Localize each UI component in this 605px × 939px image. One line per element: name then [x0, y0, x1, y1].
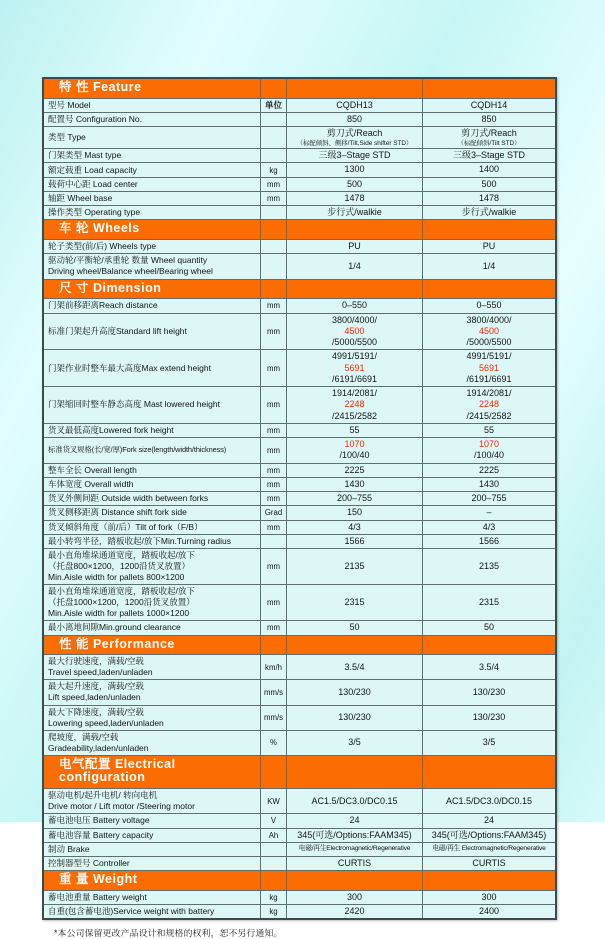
spec-row — [44, 349, 555, 386]
value-cell-model-2: 2225 — [422, 464, 555, 477]
row-label-line: Driving wheel/Balance wheel/Bearing wheel — [48, 266, 213, 277]
row-label-line: 配置号 Configuration No. — [48, 114, 143, 125]
row-label — [44, 478, 260, 491]
value-line: 剪刀式/Reach — [461, 128, 517, 139]
row-label-line: 门架作业时整车最大高度Max extend height — [48, 362, 211, 373]
section-header-dimension — [44, 279, 555, 299]
row-label-line: 驱动电机/起升电机/ 转向电机 — [48, 790, 158, 801]
highlighted-value: 4500 — [344, 325, 365, 336]
spec-row — [44, 423, 555, 437]
row-label-line: 驱动轮/平衡轮/承重轮 数量 Wheel quantity — [48, 255, 208, 266]
value-cell-model-2: CQDH14 — [422, 99, 555, 112]
row-label — [44, 113, 260, 126]
row-label-line: 货叉外侧间距 Outside width between forks — [48, 493, 209, 504]
value-text: 4991/5191/ — [466, 351, 512, 362]
value-cell-model-1: 24 — [286, 814, 422, 827]
value-cell-model-1: 2135 — [286, 549, 422, 584]
row-label — [44, 857, 260, 870]
value-cell-model-2 — [422, 350, 555, 386]
value-cell-model-2: 3.5/4 — [422, 655, 555, 679]
row-label-line: 载荷中心距 Load center — [48, 178, 138, 189]
spec-row — [44, 842, 555, 856]
unit-cell: mm — [260, 350, 286, 386]
value-cell-model-2: PU — [422, 240, 555, 253]
row-label-line: （托盘800×1200，1200沿货叉放置） — [48, 561, 190, 572]
row-label-line: Min.Aisle width for pallets 1000×1200 — [48, 608, 190, 619]
value-cell-model-1: 2420 — [286, 905, 422, 918]
section-spacer — [286, 756, 422, 789]
value-text: /100/40 — [473, 450, 505, 461]
value-cell-model-2: 1/4 — [422, 254, 555, 278]
unit-cell: mm — [260, 585, 286, 620]
section-spacer — [422, 220, 555, 239]
value-text: 4991/5191/ — [331, 351, 378, 362]
row-label — [44, 585, 260, 620]
spec-row — [44, 730, 555, 755]
row-label — [44, 506, 260, 519]
value-cell-model-1: 步行式/walkie — [286, 206, 422, 219]
spec-row — [44, 437, 555, 463]
section-spacer — [260, 636, 286, 655]
value-cell-model-1: 850 — [286, 113, 422, 126]
highlighted-value: 5691 — [478, 362, 500, 373]
unit-cell: kg — [260, 891, 286, 904]
value-cell-model-2: 1430 — [422, 478, 555, 491]
value-cell-model-1: PU — [286, 240, 422, 253]
value-cell-model-2 — [422, 387, 555, 423]
row-label-line: 蓄电池容量 Battery capacity — [48, 829, 154, 840]
section-spacer — [286, 220, 422, 239]
value-text: 3800/4000/ — [466, 314, 512, 325]
row-label-line: Drive motor / Lift motor /Steering motor — [48, 801, 195, 812]
row-label-line: 最小直角堆垛通道宽度，踏板收起/放下 — [48, 550, 195, 561]
row-label-line: 货叉侧移距离 Distance shift fork side — [48, 507, 187, 518]
spec-row — [44, 298, 555, 312]
spec-row — [44, 191, 555, 205]
unit-cell: 单位 — [260, 99, 286, 112]
spec-row — [44, 828, 555, 842]
unit-cell — [260, 535, 286, 548]
section-spacer — [286, 280, 422, 299]
spec-row — [44, 548, 555, 584]
section-title: 重 量 Weight — [59, 872, 138, 887]
spec-row — [44, 98, 555, 112]
row-label — [44, 99, 260, 112]
value-line: 剪刀式/Reach — [326, 128, 383, 139]
row-label-line: 标准货叉规格(长/宽/厚)Fork size(length/width/thickness) — [48, 445, 227, 455]
value-cell-model-1: 4/3 — [286, 521, 422, 534]
value-cell-model-2: 1566 — [422, 535, 555, 548]
value-text: /2415/2582 — [331, 410, 378, 421]
section-title: 电气配置 Electrical configuration — [59, 756, 176, 785]
unit-cell: KW — [260, 789, 286, 813]
section-title: 特 性 Feature — [59, 80, 142, 94]
section-spacer — [286, 871, 422, 890]
value-cell-model-2: CURTIS — [422, 857, 555, 870]
value-text: /5000/5500 — [331, 337, 378, 348]
value-text: /5000/5500 — [466, 337, 512, 348]
spec-row — [44, 477, 555, 491]
spec-row — [44, 904, 555, 918]
row-label-line: 最小直角堆垛通道宽度，踏板收起/放下 — [48, 586, 195, 597]
value-cell-model-2: 1478 — [422, 192, 555, 205]
spec-row — [44, 386, 555, 423]
row-label-line: 额定载重 Load capacity — [48, 164, 137, 175]
section-spacer — [260, 756, 286, 789]
row-label — [44, 240, 260, 253]
unit-cell — [260, 254, 286, 278]
spec-row — [44, 679, 555, 704]
unit-cell: mm/s — [260, 706, 286, 730]
row-label — [44, 192, 260, 205]
row-label-line: 控制器型号 Controller — [48, 857, 130, 868]
section-spacer — [260, 79, 286, 98]
spec-row — [44, 112, 555, 126]
row-label-line: 最小离地间隙Min.ground clearance — [48, 622, 181, 633]
row-label-line: （托盘1000×1200，1200沿货叉放置） — [48, 597, 195, 608]
value-cell-model-2: 三级3–Stage STD — [422, 149, 555, 162]
unit-cell: mm — [260, 438, 286, 463]
value-line: （标配倾斜/Tilt STD） — [457, 139, 521, 147]
row-label-line: 操作类型 Operating type — [48, 207, 141, 218]
row-label-line: Lowering speed,laden/unladen — [48, 717, 164, 728]
unit-cell: km/h — [260, 655, 286, 679]
highlighted-value: 2248 — [478, 399, 500, 410]
unit-cell — [260, 127, 286, 148]
footnote: *本公司保留更改产品设计和规格的权利，恕不另行通知。 — [54, 928, 283, 939]
spec-row — [44, 584, 555, 620]
content-area — [42, 77, 557, 939]
value-cell-model-1: 345(可选/Options:FAAM345) — [286, 829, 422, 842]
value-cell-model-1: 55 — [286, 424, 422, 437]
value-cell-model-1: 2315 — [286, 585, 422, 620]
row-label-line: 型号 Model — [48, 99, 91, 110]
spec-row — [44, 654, 555, 679]
spec-row — [44, 177, 555, 191]
row-label — [44, 905, 260, 918]
unit-cell: mm — [260, 424, 286, 437]
value-cell-model-2: 1400 — [422, 163, 555, 176]
value-cell-model-1: AC1.5/DC3.0/DC0.15 — [286, 789, 422, 813]
value-text: /2415/2582 — [466, 410, 512, 421]
unit-cell — [260, 149, 286, 162]
row-label — [44, 464, 260, 477]
row-label-line: 车体宽度 Overall width — [48, 478, 134, 489]
section-spacer — [422, 79, 555, 98]
row-label — [44, 814, 260, 827]
value-cell-model-2: 850 — [422, 113, 555, 126]
row-label — [44, 680, 260, 704]
section-title: 尺 寸 Dimension — [59, 280, 162, 295]
value-cell-model-1: 2225 — [286, 464, 422, 477]
spec-row — [44, 788, 555, 813]
section-spacer — [286, 636, 422, 655]
row-label — [44, 706, 260, 730]
row-label-line: 轮子类型(前/后) Wheels type — [48, 241, 157, 252]
section-header-performance — [44, 635, 555, 655]
unit-cell — [260, 843, 286, 856]
section-spacer — [260, 220, 286, 239]
row-label-line: 制动 Brake — [48, 843, 90, 854]
row-label-line: 自重(包含蓄电池)Service weight with battery — [48, 906, 215, 917]
unit-cell: mm — [260, 478, 286, 491]
value-cell-model-1: 1566 — [286, 535, 422, 548]
value-cell-model-2: 2315 — [422, 585, 555, 620]
row-label-line: 门架类型 Mast type — [48, 150, 122, 161]
value-cell-model-1: 1300 — [286, 163, 422, 176]
highlighted-value: 4500 — [478, 325, 500, 336]
row-label-line: 蓄电池重量 Battery weight — [48, 891, 147, 902]
row-label — [44, 254, 260, 278]
row-label — [44, 178, 260, 191]
value-cell-model-2: 500 — [422, 178, 555, 191]
value-cell-model-2: 345(可选/Options:FAAM345) — [422, 829, 555, 842]
value-cell-model-2: 130/230 — [422, 706, 555, 730]
value-cell-model-2: 0–550 — [422, 299, 555, 312]
value-text: /6191/6691 — [466, 373, 512, 384]
value-cell-model-2: AC1.5/DC3.0/DC0.15 — [422, 789, 555, 813]
value-cell-model-1 — [286, 438, 422, 463]
value-cell-model-1: 1478 — [286, 192, 422, 205]
spec-row — [44, 148, 555, 162]
value-cell-model-2: 24 — [422, 814, 555, 827]
unit-cell: V — [260, 814, 286, 827]
row-label-line: 类型 Type — [48, 132, 86, 143]
unit-cell: kg — [260, 905, 286, 918]
row-label — [44, 387, 260, 423]
unit-cell: mm — [260, 314, 286, 350]
row-label-line: 爬坡度，满载/空载 — [48, 731, 119, 742]
section-header-feature — [44, 79, 555, 98]
value-text: 1914/2081/ — [331, 388, 378, 399]
value-cell-model-1: 3.5/4 — [286, 655, 422, 679]
unit-cell: mm — [260, 521, 286, 534]
unit-cell: mm — [260, 178, 286, 191]
unit-cell: kg — [260, 163, 286, 176]
value-cell-model-2: 2135 — [422, 549, 555, 584]
value-cell-model-2: 4/3 — [422, 521, 555, 534]
spec-row — [44, 313, 555, 350]
spec-table — [42, 77, 557, 920]
spec-row — [44, 813, 555, 827]
value-cell-model-2: 3/5 — [422, 731, 555, 755]
value-cell-model-1: 200–755 — [286, 492, 422, 505]
value-cell-model-1: 130/230 — [286, 706, 422, 730]
section-spacer — [422, 636, 555, 655]
row-label — [44, 731, 260, 755]
spec-row — [44, 856, 555, 870]
section-spacer — [422, 871, 555, 890]
row-label-line: 货叉最低高度Lowered fork height — [48, 424, 174, 435]
spec-row — [44, 505, 555, 519]
row-label-line: 门架缩回时整车静态高度 Mast lowered height — [48, 399, 220, 410]
highlighted-value: 1070 — [344, 439, 365, 450]
row-label — [44, 438, 260, 463]
section-spacer — [422, 756, 555, 789]
unit-cell: mm — [260, 387, 286, 423]
section-header-wheels — [44, 219, 555, 239]
value-cell-model-1: 50 — [286, 621, 422, 634]
value-cell-model-1: 130/230 — [286, 680, 422, 704]
row-label — [44, 521, 260, 534]
spec-row — [44, 126, 555, 148]
value-cell-model-2: 200–755 — [422, 492, 555, 505]
value-cell-model-2 — [422, 314, 555, 350]
spec-row — [44, 520, 555, 534]
value-cell-model-1: 电磁/再生Electromagnetic/Regenerative — [286, 843, 422, 856]
section-header-weight — [44, 870, 555, 890]
value-cell-model-2 — [422, 127, 555, 148]
value-cell-model-2: 55 — [422, 424, 555, 437]
value-text: /100/40 — [339, 450, 370, 461]
unit-cell: mm — [260, 621, 286, 634]
value-cell-model-1: 1/4 — [286, 254, 422, 278]
row-label — [44, 535, 260, 548]
section-spacer — [260, 871, 286, 890]
row-label — [44, 655, 260, 679]
row-label-line: 蓄电池电压 Battery voltage — [48, 815, 150, 826]
row-label-line: 最小转弯半径，踏板收起/放下Min.Turning radius — [48, 535, 231, 546]
value-cell-model-1: CURTIS — [286, 857, 422, 870]
value-cell-model-2: 步行式/walkie — [422, 206, 555, 219]
value-cell-model-1 — [286, 314, 422, 350]
row-label-line: 整车全长 Overall length — [48, 464, 137, 475]
value-cell-model-2: – — [422, 506, 555, 519]
unit-cell — [260, 206, 286, 219]
row-label-line: 最大下降速度，满载/空载 — [48, 706, 144, 717]
value-cell-model-1: CQDH13 — [286, 99, 422, 112]
row-label-line: Gradeability,laden/unladen — [48, 742, 149, 753]
unit-cell — [260, 240, 286, 253]
row-label-line: Min.Aisle width for pallets 800×1200 — [48, 572, 185, 583]
value-cell-model-1 — [286, 127, 422, 148]
spec-row — [44, 253, 555, 278]
value-cell-model-1: 0–550 — [286, 299, 422, 312]
spec-row — [44, 491, 555, 505]
section-spacer — [286, 79, 422, 98]
row-label — [44, 789, 260, 813]
value-cell-model-1 — [286, 350, 422, 386]
spec-row — [44, 534, 555, 548]
row-label — [44, 549, 260, 584]
unit-cell: mm — [260, 299, 286, 312]
row-label-line: 最大起升速度，满载/空载 — [48, 681, 144, 692]
row-label — [44, 891, 260, 904]
value-cell-model-2: 50 — [422, 621, 555, 634]
row-label — [44, 163, 260, 176]
spec-row — [44, 705, 555, 730]
section-title: 车 轮 Wheels — [59, 221, 140, 236]
value-text: 1914/2081/ — [466, 388, 512, 399]
value-cell-model-2: 130/230 — [422, 680, 555, 704]
unit-cell — [260, 113, 286, 126]
row-label-line: Travel speed,laden/unladen — [48, 667, 153, 678]
row-label — [44, 492, 260, 505]
unit-cell: mm — [260, 549, 286, 584]
row-label-line: 货叉倾斜角度（前/后）Tilt of fork（F/B） — [48, 521, 203, 532]
row-label-line: Lift speed,laden/unladen — [48, 692, 141, 703]
value-cell-model-1: 500 — [286, 178, 422, 191]
value-cell-model-1: 3/5 — [286, 731, 422, 755]
row-label — [44, 149, 260, 162]
highlighted-value: 1070 — [478, 439, 500, 450]
spec-row — [44, 239, 555, 253]
spec-row — [44, 205, 555, 219]
unit-cell: mm — [260, 192, 286, 205]
row-label-line: 轴距 Wheel base — [48, 193, 113, 204]
unit-cell: mm — [260, 492, 286, 505]
row-label — [44, 424, 260, 437]
row-label — [44, 621, 260, 634]
spec-row — [44, 890, 555, 904]
spec-row — [44, 620, 555, 634]
value-text: /6191/6691 — [331, 373, 378, 384]
value-cell-model-2: 2400 — [422, 905, 555, 918]
value-text: 3800/4000/ — [331, 314, 378, 325]
row-label — [44, 843, 260, 856]
spec-row — [44, 162, 555, 176]
row-label-line: 门架前移距离Reach distance — [48, 300, 158, 311]
value-cell-model-1: 三级3–Stage STD — [286, 149, 422, 162]
unit-cell: Grad — [260, 506, 286, 519]
unit-cell: Ah — [260, 829, 286, 842]
value-cell-model-1: 150 — [286, 506, 422, 519]
row-label — [44, 350, 260, 386]
value-line: （标配倾斜、侧移/Tilt,Side shifter STD） — [296, 139, 413, 147]
row-label-line: 最大行驶速度，满载/空载 — [48, 656, 144, 667]
section-spacer — [422, 280, 555, 299]
unit-cell: % — [260, 731, 286, 755]
value-cell-model-2 — [422, 438, 555, 463]
section-header-electrical — [44, 755, 555, 789]
value-cell-model-1 — [286, 387, 422, 423]
row-label — [44, 206, 260, 219]
section-spacer — [260, 280, 286, 299]
section-title: 性 能 Performance — [59, 636, 175, 651]
highlighted-value: 5691 — [344, 362, 365, 373]
row-label — [44, 127, 260, 148]
spec-row — [44, 463, 555, 477]
unit-cell — [260, 857, 286, 870]
value-cell-model-1: 300 — [286, 891, 422, 904]
row-label — [44, 314, 260, 350]
unit-cell: mm — [260, 464, 286, 477]
value-cell-model-2: 300 — [422, 891, 555, 904]
value-cell-model-2: 电磁/再生 Electromagnetic/Regenerative — [422, 843, 555, 856]
row-label — [44, 299, 260, 312]
highlighted-value: 2248 — [344, 399, 365, 410]
row-label-line: 标准门架起升高度Standard lift height — [48, 325, 187, 336]
row-label — [44, 829, 260, 842]
unit-cell: mm/s — [260, 680, 286, 704]
value-cell-model-1: 1430 — [286, 478, 422, 491]
